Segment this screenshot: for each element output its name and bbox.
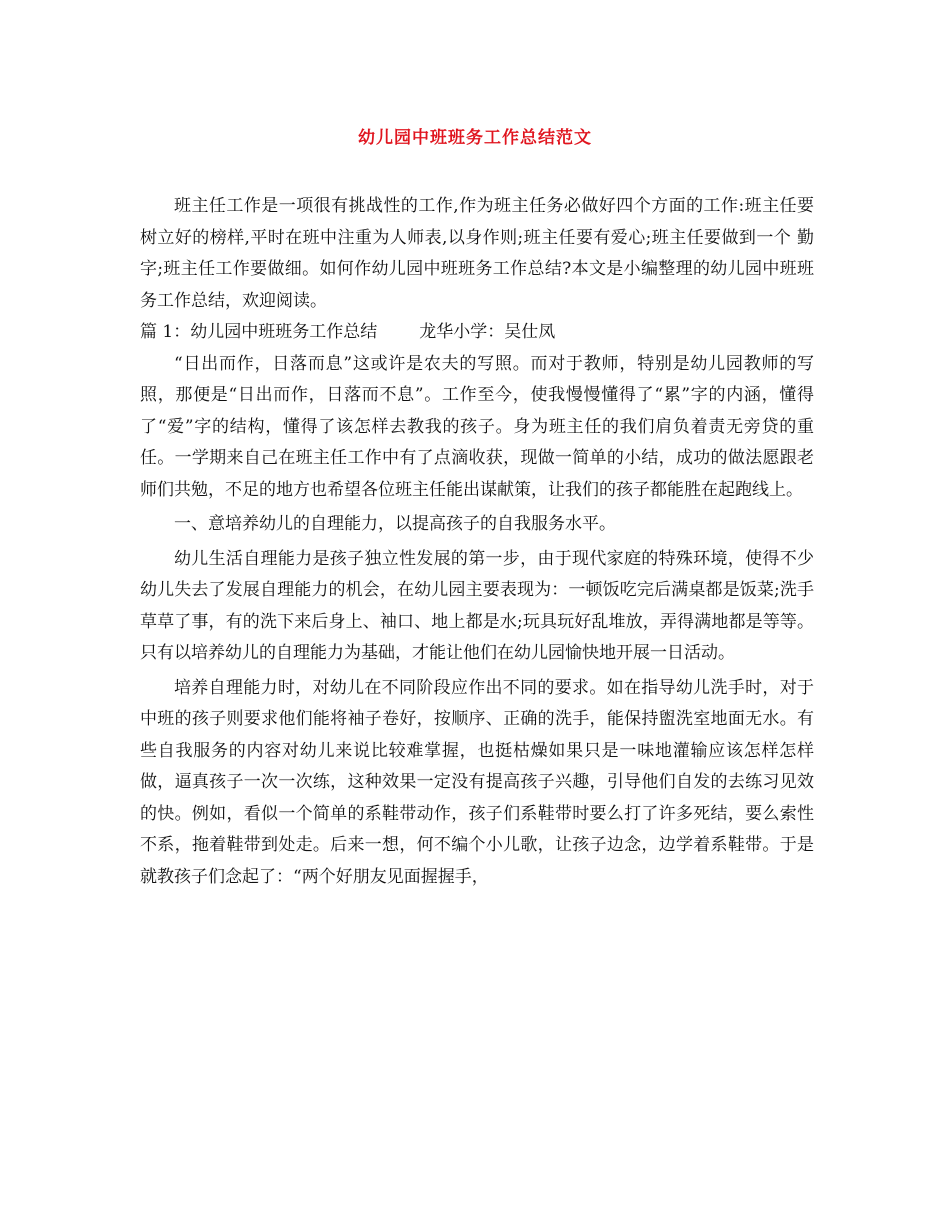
article-author: 龙华小学：吴仕凤 bbox=[419, 322, 556, 342]
body-paragraph: 幼儿生活自理能力是孩子独立性发展的第一步，由于现代家庭的特殊环境，使得不少幼儿失去了发展自理能力的机会，在幼儿园主要表现为：一顿饭吃完后满桌都是饭菜;洗手草草了事，有的洗下来后身上、袖口、地上都是水;玩具玩好乱堆放，弄得满地都是等等。只有以培养幼儿的自理能力为基础，才能让他们在幼儿园愉快地开展一日活动。 bbox=[140, 548, 814, 663]
document-title: 幼儿园中班班务工作总结范文 bbox=[358, 128, 592, 148]
article-meta bbox=[140, 317, 814, 349]
article-heading: 篇 1：幼儿园中班班务工作总结 bbox=[140, 322, 378, 342]
section-heading: 一、意培养幼儿的自理能力，以提高孩子的自我服务水平。 bbox=[174, 514, 616, 534]
body-paragraph: 培养自理能力时，对幼儿在不同阶段应作出不同的要求。如在指导幼儿洗手时，对于中班的孩子则要求他们能将袖子卷好，按顺序、正确的洗手，能保持盥洗室地面无水。有些自我服务的内容对幼儿来说比较难掌握，也挺枯燥如果只是一味地灌输应该怎样怎样做，逼真孩子一次一次练，这种效果一定没有提高孩子兴趣，引导他们自发的去练习见效的快。例如，看似一个简单的系鞋带动作，孩子们系鞋带时要么打了许多死结，要么索性不系，拖着鞋带到处走。后来一想，何不编个小儿歌，让孩子边念，边学着系鞋带。于是就教孩子们念起了：“两个好朋友见面握握手， bbox=[140, 677, 814, 887]
document-body bbox=[140, 191, 814, 893]
intro-paragraph: 班主任工作是一项很有挑战性的工作,作为班主任务必做好四个方面的工作:班主任要树立好的榜样,平时在班中注重为人师表,以身作则;班主任要有爱心;班主任要做到一个 勤 字;班主任工作要做细。如何作幼儿园中班班务工作总结?本文是小编整理的幼儿园中班班务工作总结，欢迎阅读。 bbox=[140, 196, 814, 311]
body-paragraph: “日出而作，日落而息”这或许是农夫的写照。而对于教师，特别是幼儿园教师的写照，那便是“日出而作，日落而不息”。工作至今，使我慢慢懂得了“累”字的内涵，懂得了“爱”字的结构，懂得了该怎样去教我的孩子。身为班主任的我们肩负着责无旁贷的重任。一学期来自己在班主任工作中有了点滴收获，现做一简单的小结，成功的做法愿跟老师们共勉，不足的地方也希望各位班主任能出谋献策，让我们的孩子都能胜在起跑线上。 bbox=[140, 353, 814, 500]
